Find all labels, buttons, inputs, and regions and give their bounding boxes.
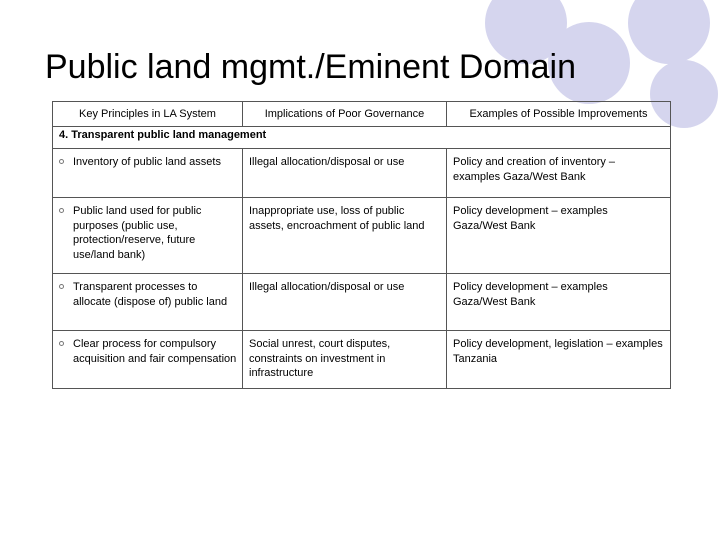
header-implications: Implications of Poor Governance: [243, 102, 447, 127]
principle-cell: [53, 331, 243, 389]
principle-text: Clear process for compulsory acquisition and fair compensation: [73, 338, 237, 365]
implication-text: Social unrest, court disputes, constraints on investment in infrastructure: [249, 338, 391, 379]
table-row: [53, 331, 671, 389]
bullet-icon: [59, 284, 64, 289]
bullet-icon: [59, 341, 64, 346]
principle-cell: [53, 198, 243, 274]
principle-cell: [53, 274, 243, 331]
implication-cell: [243, 331, 447, 389]
bullet-icon: [59, 159, 64, 164]
bullet-icon: [59, 208, 64, 213]
table-row: [53, 149, 671, 198]
example-cell: [447, 331, 671, 389]
implication-text: Illegal allocation/disposal or use: [249, 281, 405, 293]
header-examples: Examples of Possible Improvements: [447, 102, 671, 127]
example-text: Policy development – examples Gaza/West Bank: [453, 205, 608, 232]
governance-table: [52, 101, 671, 389]
decorative-circle: [628, 0, 710, 64]
slide-title: Public land mgmt./Eminent Domain: [45, 48, 577, 86]
example-cell: [447, 198, 671, 274]
principle-cell: [53, 149, 243, 198]
section-row: [53, 127, 671, 149]
section-heading: 4. Transparent public land management: [53, 127, 671, 149]
table-row: [53, 198, 671, 274]
table-header-row: [53, 102, 671, 127]
example-cell: [447, 149, 671, 198]
table-row: [53, 274, 671, 331]
example-text: Policy and creation of inventory – examples Gaza/West Bank: [453, 156, 616, 183]
implication-cell: [243, 274, 447, 331]
example-text: Policy development, legislation – examples Tanzania: [453, 338, 663, 365]
header-key-principles: Key Principles in LA System: [53, 102, 243, 127]
implication-cell: [243, 198, 447, 274]
principle-text: Public land used for public purposes (public use, protection/reserve, future use/land bank): [73, 205, 202, 261]
implication-text: Illegal allocation/disposal or use: [249, 156, 405, 168]
implication-text: Inappropriate use, loss of public assets, encroachment of public land: [249, 205, 425, 232]
principle-text: Transparent processes to allocate (dispose of) public land: [73, 281, 228, 308]
example-text: Policy development – examples Gaza/West Bank: [453, 281, 608, 308]
example-cell: [447, 274, 671, 331]
implication-cell: [243, 149, 447, 198]
principle-text: Inventory of public land assets: [73, 156, 221, 168]
